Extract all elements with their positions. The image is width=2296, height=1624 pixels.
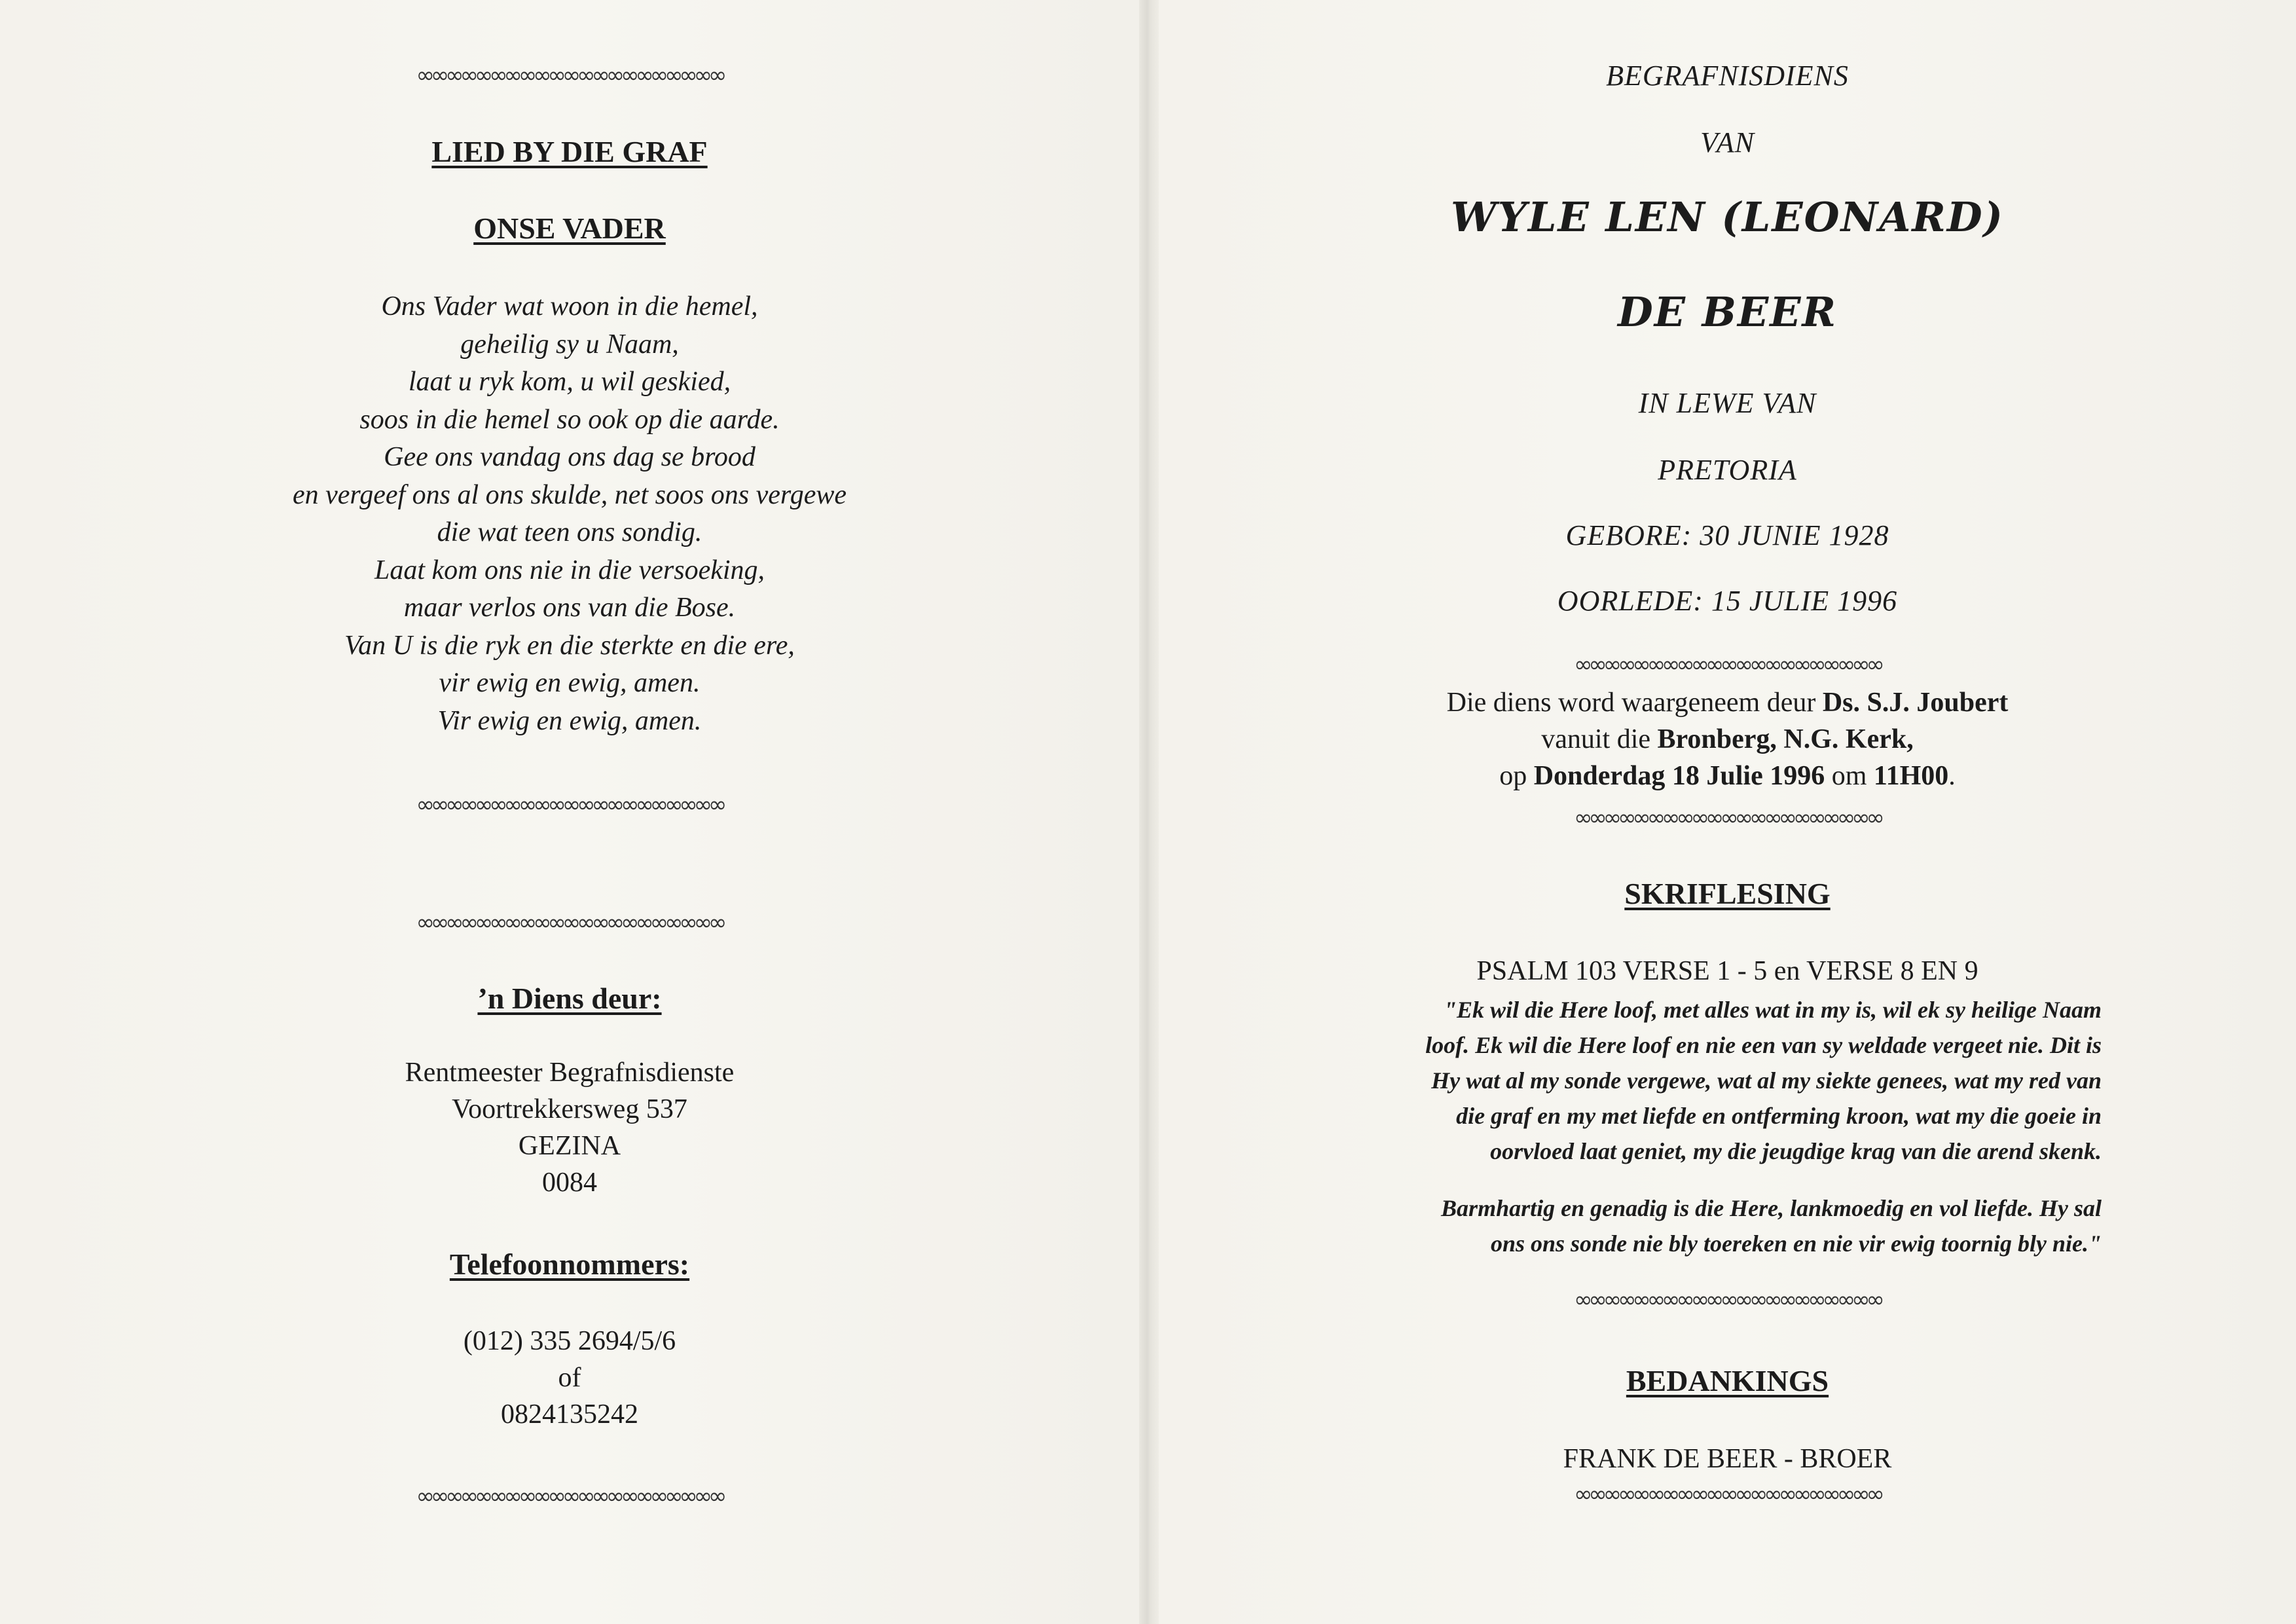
service-line bbox=[1159, 721, 2296, 758]
prayer-line: laat u ryk kom, u wil geskied, bbox=[408, 367, 731, 397]
service-title-van: VAN bbox=[1700, 126, 1755, 158]
prayer-line: Ons Vader wat woon in die hemel, bbox=[381, 291, 758, 322]
service-line-text: om bbox=[1825, 761, 1874, 791]
phone-line: 0824135242 bbox=[501, 1399, 638, 1430]
thanks-name: FRANK DE BEER - BROER bbox=[1563, 1444, 1892, 1474]
page-fold bbox=[1139, 0, 1159, 1624]
service-line-text: . bbox=[1948, 761, 1956, 791]
prayer-line: die wat teen ons sondig. bbox=[437, 517, 702, 547]
phone-line: of bbox=[558, 1363, 581, 1393]
prayer-line: Vir ewig en ewig, amen. bbox=[437, 705, 702, 736]
address-line: GEZINA bbox=[518, 1131, 621, 1161]
verse-line: Hy wat al my sonde vergewe, wat al my siekte genees, wat my red van bbox=[1431, 1067, 2102, 1094]
ornament-divider: ∞∞∞∞∞∞∞∞∞∞∞∞∞∞∞∞∞∞∞∞∞ bbox=[416, 792, 723, 818]
address-line: Rentmeester Begrafnisdienste bbox=[405, 1058, 735, 1088]
service-time: 11H00 bbox=[1873, 761, 1949, 791]
deceased-name: WYLE LEN (LEONARD) bbox=[1450, 193, 2005, 241]
ornament-divider: ∞∞∞∞∞∞∞∞∞∞∞∞∞∞∞∞∞∞∞∞∞ bbox=[1574, 652, 1881, 678]
verse-line: Barmhartig en genadig is die Here, lankmoedig en vol liefde. Hy sal bbox=[1441, 1195, 2102, 1221]
thanks-title: BEDANKINGS bbox=[1626, 1364, 1829, 1397]
residence: PRETORIA bbox=[1658, 454, 1797, 486]
ornament-divider: ∞∞∞∞∞∞∞∞∞∞∞∞∞∞∞∞∞∞∞∞∞ bbox=[416, 910, 723, 936]
service-details bbox=[1159, 684, 2296, 794]
verse-line: die graf en my met liefde en ontferming kroon, wat my die goeie in bbox=[1456, 1103, 2102, 1129]
service-by-address bbox=[0, 1054, 1139, 1201]
ornament-divider: ∞∞∞∞∞∞∞∞∞∞∞∞∞∞∞∞∞∞∞∞∞ bbox=[416, 62, 723, 88]
phone-numbers bbox=[0, 1323, 1139, 1433]
verse-line: oorvloed laat geniet, my die jeugdige krag van die arend skenk. bbox=[1490, 1138, 2102, 1164]
reading-title: SKRIFLESING bbox=[1624, 877, 1831, 910]
prayer-text bbox=[0, 288, 1139, 740]
service-date: Donderdag 18 Julie 1996 bbox=[1533, 761, 1825, 791]
service-line-text: Die diens word waargeneem deur bbox=[1446, 688, 1823, 718]
scripture-verse bbox=[1172, 1190, 2102, 1261]
service-line-text: vanuit die bbox=[1541, 724, 1658, 754]
prayer-line: vir ewig en ewig, amen. bbox=[439, 668, 701, 698]
service-by-title: ’n Diens deur: bbox=[477, 982, 662, 1015]
service-line-text: op bbox=[1499, 761, 1534, 791]
verse-line: "Ek wil die Here loof, met alles wat in my is, wil ek sy heilige Naam bbox=[1444, 997, 2102, 1023]
ornament-divider: ∞∞∞∞∞∞∞∞∞∞∞∞∞∞∞∞∞∞∞∞∞ bbox=[1574, 1481, 1881, 1507]
birth-date: GEBORE: 30 JUNIE 1928 bbox=[1565, 519, 1889, 551]
address-line: Voortrekkersweg 537 bbox=[452, 1094, 687, 1124]
minister-name: Ds. S.J. Joubert bbox=[1822, 688, 2009, 718]
deceased-surname: DE BEER bbox=[1617, 288, 1838, 336]
prayer-line: Gee ons vandag ons dag se brood bbox=[384, 442, 756, 472]
verse-line: loof. Ek wil die Here loof en nie een van sy weldade vergeet nie. Dit is bbox=[1425, 1032, 2102, 1058]
prayer-line: Laat kom ons nie in die versoeking, bbox=[374, 555, 765, 585]
prayer-line: soos in die hemel so ook op die aarde. bbox=[359, 404, 780, 435]
prayer-title: ONSE VADER bbox=[473, 212, 666, 245]
left-page bbox=[0, 0, 1139, 1624]
ornament-divider: ∞∞∞∞∞∞∞∞∞∞∞∞∞∞∞∞∞∞∞∞∞ bbox=[1574, 1287, 1881, 1313]
prayer-line: geheilig sy u Naam, bbox=[460, 329, 679, 360]
prayer-line: maar verlos ons van die Bose. bbox=[403, 593, 736, 623]
ornament-divider: ∞∞∞∞∞∞∞∞∞∞∞∞∞∞∞∞∞∞∞∞∞ bbox=[1574, 805, 1881, 831]
phone-line: (012) 335 2694/5/6 bbox=[463, 1326, 676, 1356]
phone-title: Telefoonnommers: bbox=[449, 1247, 690, 1281]
psalm-reference: PSALM 103 VERSE 1 - 5 en VERSE 8 EN 9 bbox=[1476, 956, 1978, 986]
service-line bbox=[1159, 684, 2296, 721]
ornament-divider: ∞∞∞∞∞∞∞∞∞∞∞∞∞∞∞∞∞∞∞∞∞ bbox=[416, 1483, 723, 1509]
service-title: BEGRAFNISDIENS bbox=[1606, 60, 1849, 92]
prayer-line: Van U is die ryk en die sterkte en die ere, bbox=[344, 630, 795, 661]
right-page bbox=[1159, 0, 2296, 1624]
church-name: Bronberg, N.G. Kerk, bbox=[1657, 724, 1914, 754]
death-date: OORLEDE: 15 JULIE 1996 bbox=[1557, 585, 1898, 617]
service-line bbox=[1159, 758, 2296, 794]
in-lewe-van: IN LEWE VAN bbox=[1638, 387, 1817, 419]
section-title: LIED BY DIE GRAF bbox=[431, 135, 708, 168]
address-line: 0084 bbox=[542, 1168, 597, 1198]
verse-line: ons ons sonde nie bly toereken en nie vir ewig toornig bly nie." bbox=[1490, 1230, 2102, 1257]
prayer-line: en vergeef ons al ons skulde, net soos ons vergewe bbox=[292, 479, 847, 510]
scripture-verse bbox=[1172, 992, 2102, 1169]
